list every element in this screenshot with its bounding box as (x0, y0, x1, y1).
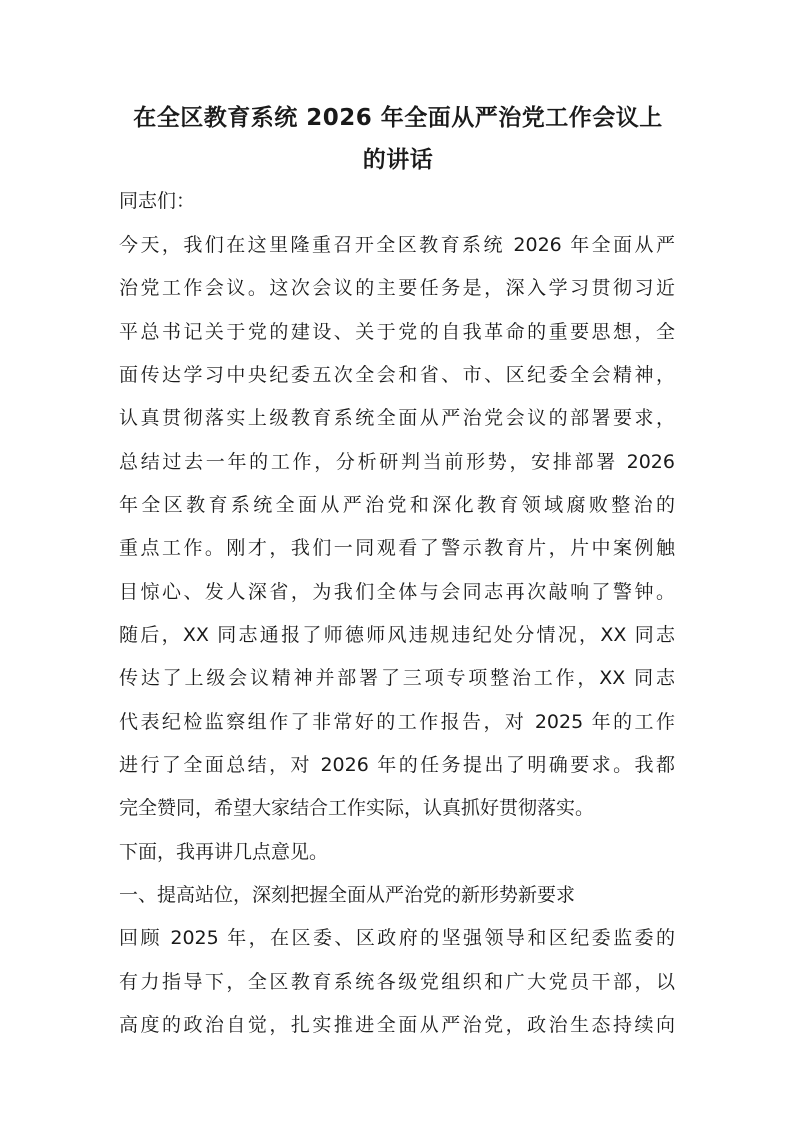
body-line-13: 进行了全面总结，对 2026 年的任务提出了明确要求。我都 (119, 754, 675, 776)
body-line-15: 下面，我再讲几点意见。 (119, 841, 329, 863)
body-line-11: 传达了上级会议精神并部署了三项专项整治工作，XX 同志 (119, 667, 675, 689)
body-line-9: 目惊心、发人深省，为我们全体与会同志再次敲响了警钟。 (119, 581, 675, 603)
body-line-3: 平总书记关于党的建设、关于党的自我革命的重要思想，全 (119, 321, 675, 343)
document-title-line-2: 的讲话 (362, 147, 434, 173)
body-line-12: 代表纪检监察组作了非常好的工作报告，对 2025 年的工作 (119, 711, 675, 733)
body-line-19: 高度的政治自觉，扎实推进全面从严治党，政治生态持续向 (119, 1014, 675, 1036)
body-line-18: 有力指导下，全区教育系统各级党组织和广大党员干部，以 (119, 971, 675, 993)
body-line-10: 随后，XX 同志通报了师德师风违规违纪处分情况，XX 同志 (119, 624, 675, 646)
body-line-14: 完全赞同，希望大家结合工作实际，认真抓好贯彻落实。 (119, 797, 595, 819)
body-line-8: 重点工作。刚才，我们一同观看了警示教育片，片中案例触 (119, 537, 675, 559)
section-heading-1: 一、提高站位，深刻把握全面从严治党的新形势新要求 (119, 884, 576, 906)
body-line-2: 治党工作会议。这次会议的主要任务是，深入学习贯彻习近 (119, 277, 675, 299)
body-line-1: 今天，我们在这里隆重召开全区教育系统 2026 年全面从严 (119, 234, 675, 256)
body-line-4: 面传达学习中央纪委五次全会和省、市、区纪委全会精神， (119, 364, 675, 386)
body-line-5: 认真贯彻落实上级教育系统全面从严治党会议的部署要求， (119, 407, 675, 429)
body-line-6: 总结过去一年的工作，分析研判当前形势，安排部署 2026 (119, 451, 675, 473)
document-title-line-1: 在全区教育系统 2026 年全面从严治党工作会议上 (133, 105, 663, 131)
salutation: 同志们： (119, 190, 196, 212)
body-line-17: 回顾 2025 年，在区委、区政府的坚强领导和区纪委监委的 (119, 927, 675, 949)
body-line-7: 年全区教育系统全面从严治党和深化教育领域腐败整治的 (119, 494, 675, 516)
